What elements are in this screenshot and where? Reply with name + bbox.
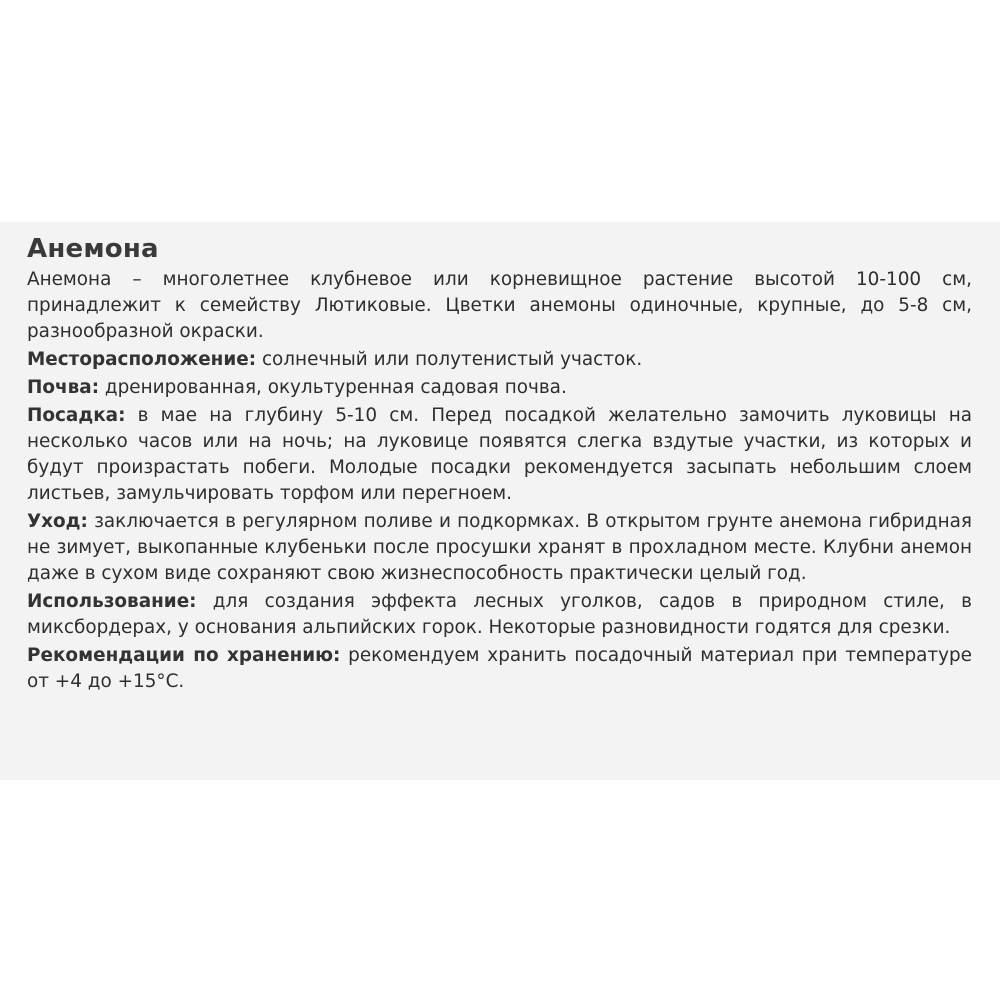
section-storage <box>27 643 972 695</box>
description-card <box>0 222 1000 780</box>
section-text: рекомендуем хранить посадочный материал при температуре от +4 до +15°C. <box>27 645 972 692</box>
section-label: Посадка: <box>27 405 126 426</box>
section-label: Почва: <box>27 377 100 398</box>
section-location <box>27 347 972 373</box>
section-text: солнечный или полутенистый участок. <box>256 349 643 370</box>
section-text: дренированная, окультуренная садовая почва. <box>99 377 567 398</box>
section-label: Месторасположение: <box>27 349 257 370</box>
section-label: Рекомендации по хранению: <box>27 645 341 666</box>
section-label: Уход: <box>27 511 88 532</box>
section-text: в мае на глубину 5-10 см. Перед посадкой желательно замочить луковицы на несколько часов или на ночь; на луковице появятся слегка вздутые участки, из которых и будут произрастать побеги. Молодые посадки рекомендуется засыпать небольшим слоем листьев, замульчировать торфом или перегноем. <box>27 405 972 504</box>
section-care <box>27 509 972 587</box>
section-usage <box>27 589 972 641</box>
page-title: Анемона <box>27 234 159 264</box>
section-text: заключается в регулярном поливе и подкормках. В открытом грунте анемона гибридная не зимует, выкопанные клубеньки после просушки хранят в прохладном месте. Клубни анемон даже в сухом виде сохраняют свою жизнеспособность практически целый год. <box>27 511 972 584</box>
section-text: для создания эффекта лесных уголков, садов в природном стиле, в миксбордерах, у основания альпийских горок. Некоторые разновидности годятся для срезки. <box>27 591 972 638</box>
intro-paragraph: Анемона – многолетнее клубневое или корневищное растение высотой 10-100 см, принадлежит к семейству Лютиковые. Цветки анемоны одиночные, крупные, до 5-8 см, разнообразной окраски. <box>27 269 972 342</box>
section-label: Использование: <box>27 591 197 612</box>
section-soil <box>27 375 972 401</box>
section-planting <box>27 403 972 507</box>
